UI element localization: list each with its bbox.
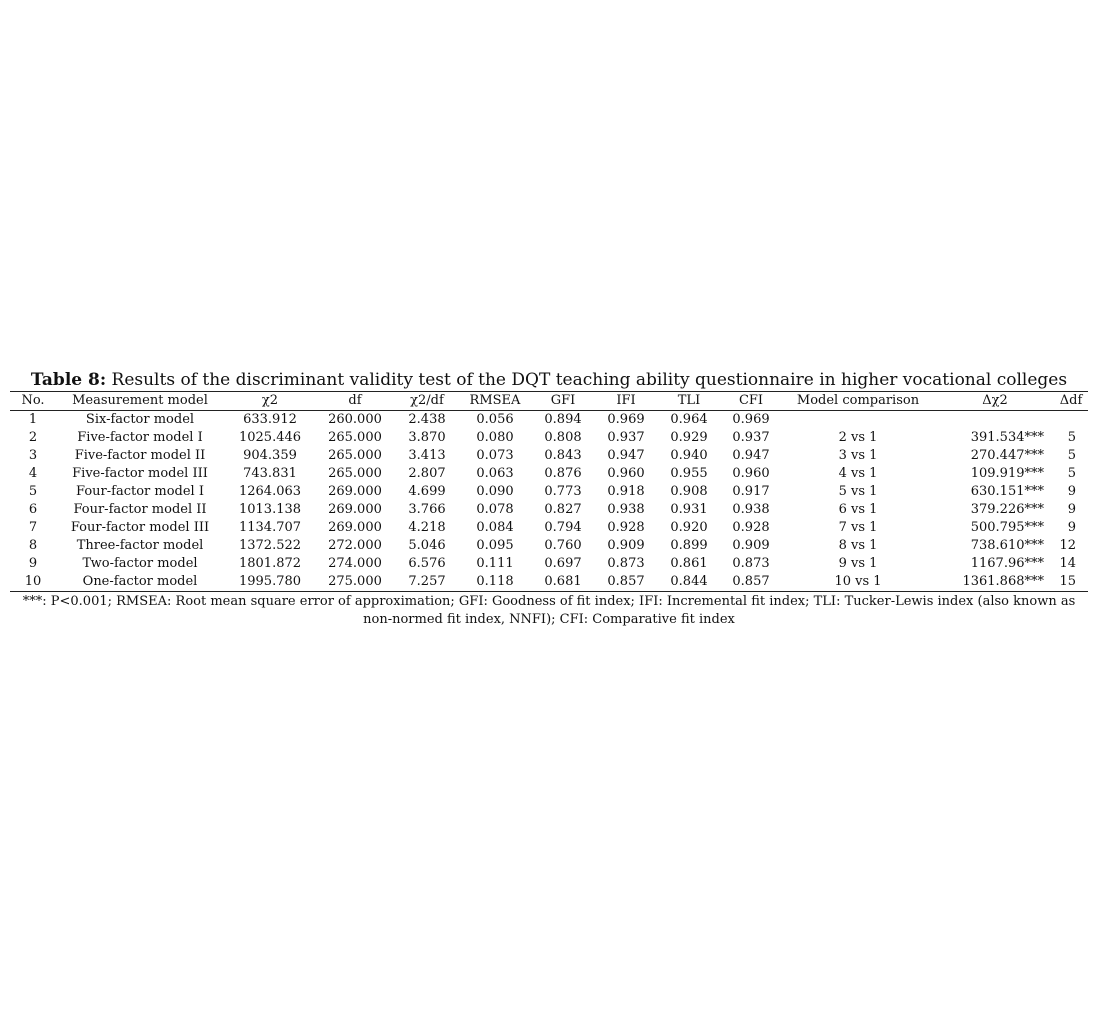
- header-delta-df: Δdf: [1054, 392, 1088, 411]
- cell-chi2: 633.912: [243, 412, 297, 427]
- header-cfi: CFI: [722, 392, 780, 411]
- table-row: [10, 429, 1088, 447]
- cell-tli: 0.940: [670, 448, 708, 463]
- table-header-row: [10, 392, 1088, 411]
- table-caption: [10, 369, 1088, 391]
- cell-cfi: 0.938: [732, 502, 770, 517]
- header-delta-chi2: Δχ2: [936, 392, 1054, 411]
- cell-delta-df: 15: [1054, 573, 1088, 592]
- cell-delta-df: 14: [1059, 556, 1076, 571]
- header-df: df: [316, 392, 394, 411]
- cell-tli: 0.861: [670, 556, 708, 571]
- cell-delta-df: 5: [1067, 448, 1076, 463]
- table-row: [10, 537, 1088, 555]
- cell-delta-chi2: 630.151***: [970, 484, 1044, 499]
- cell-chi2-df: 4.218: [408, 520, 446, 535]
- cell-ifi: 0.960: [607, 466, 645, 481]
- cell-gfi: 0.773: [544, 484, 582, 499]
- cell-ifi: 0.947: [607, 448, 645, 463]
- cell-chi2: 1372.522: [238, 538, 302, 553]
- cell-model-comparison: 5 vs 1: [838, 484, 878, 499]
- cell-chi2: 1264.063: [238, 484, 302, 499]
- cell-tli: 0.908: [670, 484, 708, 499]
- cell-rmsea: 0.056: [476, 412, 514, 427]
- cell-rmsea: 0.073: [476, 448, 514, 463]
- header-model-comparison: Model comparison: [780, 392, 936, 411]
- cell-gfi: 0.697: [544, 556, 582, 571]
- cell-model-comparison: 8 vs 1: [838, 538, 878, 553]
- cell-measurement-model: One-factor model: [56, 573, 224, 592]
- cell-delta-df: 9: [1067, 502, 1076, 517]
- cell-cfi: 0.873: [732, 556, 770, 571]
- cell-model-comparison: [780, 411, 936, 430]
- cell-chi2-df: 3.766: [408, 502, 446, 517]
- cell-chi2-df: 2.807: [408, 466, 446, 481]
- cell-gfi: 0.794: [544, 520, 582, 535]
- cell-ifi: 0.909: [607, 538, 645, 553]
- cell-delta-chi2: 500.795***: [970, 520, 1044, 535]
- cell-no: 3: [28, 448, 38, 463]
- cell-no: 4: [28, 466, 38, 481]
- cell-cfi: 0.947: [732, 448, 770, 463]
- cell-delta-df: [1054, 411, 1088, 430]
- table-row: [10, 501, 1088, 519]
- cell-df: 265.000: [328, 466, 382, 481]
- cell-chi2-df: 4.699: [408, 484, 446, 499]
- cell-ifi: 0.857: [596, 573, 656, 592]
- cell-chi2: 1013.138: [238, 502, 302, 517]
- cell-measurement-model: Six-factor model: [85, 412, 195, 427]
- cell-delta-df: 9: [1067, 484, 1076, 499]
- cell-rmsea: 0.084: [476, 520, 514, 535]
- cell-chi2: 1134.707: [238, 520, 302, 535]
- table-caption-label: Table 8:: [30, 370, 107, 390]
- cell-no: 2: [28, 430, 38, 445]
- cell-measurement-model: Two-factor model: [82, 556, 198, 571]
- cell-rmsea: 0.118: [460, 573, 530, 592]
- table-footnote: [10, 593, 1088, 629]
- cell-no: 9: [28, 556, 38, 571]
- cell-rmsea: 0.078: [476, 502, 514, 517]
- header-no: No.: [10, 392, 56, 411]
- cell-df: 269.000: [328, 484, 382, 499]
- cell-chi2-df: 6.576: [408, 556, 446, 571]
- cell-cfi: 0.857: [722, 573, 780, 592]
- table-row: [10, 555, 1088, 573]
- cell-df: 275.000: [316, 573, 394, 592]
- cell-no: 8: [28, 538, 38, 553]
- table-row: [10, 411, 1088, 430]
- cell-cfi: 0.928: [732, 520, 770, 535]
- cell-delta-chi2: 270.447***: [970, 448, 1044, 463]
- cell-rmsea: 0.063: [476, 466, 514, 481]
- cell-delta-df: 5: [1067, 430, 1076, 445]
- cell-model-comparison: 10 vs 1: [780, 573, 936, 592]
- cell-delta-chi2: 109.919***: [970, 466, 1044, 481]
- cell-df: 265.000: [328, 448, 382, 463]
- cell-rmsea: 0.080: [476, 430, 514, 445]
- cell-chi2: 1801.872: [238, 556, 302, 571]
- header-rmsea: RMSEA: [460, 392, 530, 411]
- table-body: [10, 411, 1088, 592]
- cell-model-comparison: 4 vs 1: [838, 466, 878, 481]
- cell-no: 10: [10, 573, 56, 592]
- cell-gfi: 0.681: [530, 573, 596, 592]
- cell-gfi: 0.827: [544, 502, 582, 517]
- table-row: [10, 483, 1088, 501]
- cell-delta-chi2: 738.610***: [970, 538, 1044, 553]
- cell-delta-df: 12: [1059, 538, 1076, 553]
- cell-cfi: 0.969: [732, 412, 770, 427]
- header-ifi: IFI: [596, 392, 656, 411]
- table-row: [10, 447, 1088, 465]
- cell-model-comparison: 7 vs 1: [838, 520, 878, 535]
- cell-gfi: 0.876: [544, 466, 582, 481]
- cell-chi2-df: 5.046: [408, 538, 446, 553]
- cell-no: 1: [28, 412, 38, 427]
- cell-df: 269.000: [328, 520, 382, 535]
- cell-measurement-model: Three-factor model: [76, 538, 204, 553]
- cell-df: 269.000: [328, 502, 382, 517]
- cell-cfi: 0.917: [732, 484, 770, 499]
- table-row: [10, 573, 1088, 592]
- cell-delta-chi2: 379.226***: [970, 502, 1044, 517]
- cell-measurement-model: Four-factor model II: [73, 502, 207, 517]
- cell-model-comparison: 9 vs 1: [838, 556, 878, 571]
- cell-chi2-df: 2.438: [408, 412, 446, 427]
- cell-model-comparison: 3 vs 1: [838, 448, 878, 463]
- cell-df: 272.000: [328, 538, 382, 553]
- cell-cfi: 0.909: [732, 538, 770, 553]
- cell-gfi: 0.894: [544, 412, 582, 427]
- cell-chi2-df: 7.257: [394, 573, 460, 592]
- cell-delta-df: 5: [1067, 466, 1076, 481]
- cell-chi2-df: 3.413: [408, 448, 446, 463]
- cell-cfi: 0.960: [732, 466, 770, 481]
- cell-delta-df: 9: [1067, 520, 1076, 535]
- cell-rmsea: 0.095: [476, 538, 514, 553]
- cell-measurement-model: Four-factor model I: [76, 484, 204, 499]
- cell-ifi: 0.938: [607, 502, 645, 517]
- cell-ifi: 0.937: [607, 430, 645, 445]
- table-row: [10, 465, 1088, 483]
- cell-tli: 0.920: [670, 520, 708, 535]
- cell-tli: 0.955: [670, 466, 708, 481]
- header-gfi: GFI: [530, 392, 596, 411]
- cell-cfi: 0.937: [732, 430, 770, 445]
- cell-no: 5: [28, 484, 38, 499]
- cell-tli: 0.964: [670, 412, 708, 427]
- cell-df: 274.000: [328, 556, 382, 571]
- cell-chi2: 904.359: [243, 448, 297, 463]
- cell-delta-chi2: 1361.868***: [936, 573, 1054, 592]
- cell-measurement-model: Five-factor model I: [77, 430, 203, 445]
- cell-no: 7: [28, 520, 38, 535]
- cell-chi2: 1995.780: [224, 573, 316, 592]
- cell-delta-chi2: 391.534***: [970, 430, 1044, 445]
- header-chi2-df: χ2/df: [394, 392, 460, 411]
- cell-no: 6: [28, 502, 38, 517]
- cell-gfi: 0.808: [544, 430, 582, 445]
- cell-chi2: 1025.446: [238, 430, 302, 445]
- discriminant-validity-table: [10, 391, 1088, 592]
- cell-ifi: 0.969: [607, 412, 645, 427]
- results-table-block: [10, 369, 1088, 629]
- cell-measurement-model: Five-factor model II: [74, 448, 206, 463]
- header-measurement-model: Measurement model: [56, 392, 224, 411]
- cell-measurement-model: Four-factor model III: [70, 520, 210, 535]
- cell-delta-chi2: 1167.96***: [970, 556, 1044, 571]
- cell-tli: 0.844: [656, 573, 722, 592]
- cell-chi2: 743.831: [243, 466, 297, 481]
- cell-delta-chi2: [936, 411, 1054, 430]
- cell-ifi: 0.918: [607, 484, 645, 499]
- cell-chi2-df: 3.870: [408, 430, 446, 445]
- cell-df: 265.000: [328, 430, 382, 445]
- table-caption-text: Results of the discriminant validity test of the DQT teaching ability questionnaire in higher vocational colleges: [106, 370, 1068, 390]
- table-footnote-line-1: ***: P<0.001; RMSEA: Root mean square error of approximation; GFI: Goodness of fit index; IFI: Incremental fit index; TLI: Tucker-Lewis index (also known as: [22, 594, 1076, 609]
- cell-rmsea: 0.090: [476, 484, 514, 499]
- cell-model-comparison: 6 vs 1: [838, 502, 878, 517]
- table-row: [10, 519, 1088, 537]
- cell-gfi: 0.843: [544, 448, 582, 463]
- cell-ifi: 0.928: [607, 520, 645, 535]
- cell-rmsea: 0.111: [476, 556, 514, 571]
- cell-ifi: 0.873: [607, 556, 645, 571]
- cell-tli: 0.931: [670, 502, 708, 517]
- cell-tli: 0.899: [670, 538, 708, 553]
- header-tli: TLI: [656, 392, 722, 411]
- table-footnote-line-2: non-normed fit index, NNFI); CFI: Comparative fit index: [363, 612, 735, 627]
- cell-df: 260.000: [328, 412, 382, 427]
- cell-gfi: 0.760: [544, 538, 582, 553]
- cell-model-comparison: 2 vs 1: [838, 430, 878, 445]
- header-chi2: χ2: [224, 392, 316, 411]
- cell-tli: 0.929: [670, 430, 708, 445]
- cell-measurement-model: Five-factor model III: [72, 466, 208, 481]
